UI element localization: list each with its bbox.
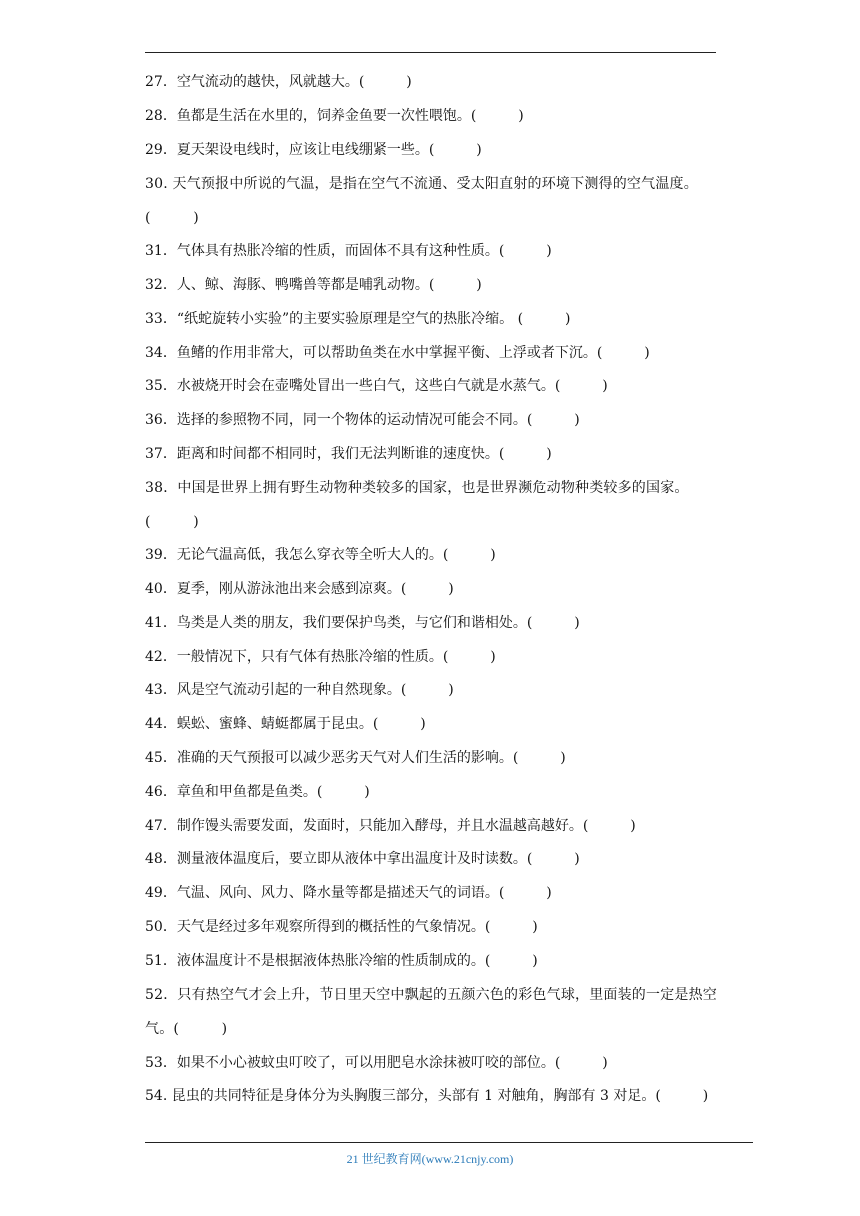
- question-47: 47．制作馒头需要发面，发面时，只能加入酵母，并且水温越高越好。( ): [145, 818, 636, 834]
- question-34: 34．鱼鳍的作用非常大，可以帮助鱼类在水中掌握平衡、上浮或者下沉。( ): [145, 345, 650, 361]
- header-rule: [145, 52, 716, 53]
- question-37: 37．距离和时间都不相同时，我们无法判断谁的速度快。( ): [145, 446, 552, 462]
- footer-watermark: 21 世纪教育网(www.21cnjy.com): [346, 1152, 514, 1166]
- question-36: 36．选择的参照物不同，同一个物体的运动情况可能会不同。( ): [145, 412, 580, 428]
- question-29: 29．夏天架设电线时，应该让电线绷紧一些。( ): [145, 142, 482, 158]
- question-50: 50．天气是经过多年观察所得到的概括性的气象情况。( ): [145, 919, 538, 935]
- question-42: 42．一般情况下，只有气体有热胀冷缩的性质。( ): [145, 649, 496, 665]
- question-27: 27．空气流动的越快，风就越大。( ): [145, 74, 412, 90]
- question-45: 45．准确的天气预报可以减少恶劣天气对人们生活的影响。( ): [145, 750, 566, 766]
- question-40: 40．夏季，刚从游泳池出来会感到凉爽。( ): [145, 581, 454, 597]
- question-49: 49．气温、风向、风力、降水量等都是描述天气的词语。( ): [145, 885, 552, 901]
- question-52: 52．只有热空气才会上升，节日里天空中飘起的五颜六色的彩色气球，里面装的一定是热空气。( ): [145, 987, 718, 1037]
- question-43: 43．风是空气流动引起的一种自然现象。( ): [145, 682, 454, 698]
- question-54: 54. 昆虫的共同特征是身体分为头胸腹三部分，头部有 1 对触角，胸部有 3 对足。( ): [145, 1088, 709, 1104]
- question-33: 33．“纸蛇旋转小实验”的主要实验原理是空气的热胀冷缩。 ( ): [145, 311, 571, 327]
- question-31: 31．气体具有热胀冷缩的性质，而固体不具有这种性质。( ): [145, 243, 552, 259]
- question-48: 48．测量液体温度后，要立即从液体中拿出温度计及时读数。( ): [145, 851, 580, 867]
- footer-rule: [145, 1142, 753, 1143]
- question-28: 28．鱼都是生活在水里的，饲养金鱼要一次性喂饱。( ): [145, 108, 524, 124]
- question-39: 39．无论气温高低，我怎么穿衣等全听大人的。( ): [145, 547, 496, 563]
- question-41: 41．鸟类是人类的朋友，我们要保护鸟类，与它们和谐相处。( ): [145, 615, 580, 631]
- question-46: 46．章鱼和甲鱼都是鱼类。( ): [145, 784, 370, 800]
- question-44: 44．蜈蚣、蜜蜂、蜻蜓都属于昆虫。( ): [145, 716, 426, 732]
- question-53: 53．如果不小心被蚊虫叮咬了，可以用肥皂水涂抹被叮咬的部位。( ): [145, 1055, 608, 1071]
- question-38: 38．中国是世界上拥有野生动物种类较多的国家，也是世界濒危动物种类较多的国家。( ): [145, 480, 689, 530]
- question-32: 32．人、鲸、海豚、鸭嘴兽等都是哺乳动物。( ): [145, 277, 482, 293]
- question-35: 35．水被烧开时会在壶嘴处冒出一些白气，这些白气就是水蒸气。( ): [145, 378, 608, 394]
- question-30: 30. 天气预报中所说的气温，是指在空气不流通、受太阳直射的环境下测得的空气温度。( ): [145, 176, 698, 226]
- question-51: 51．液体温度计不是根据液体热胀冷缩的性质制成的。( ): [145, 953, 538, 969]
